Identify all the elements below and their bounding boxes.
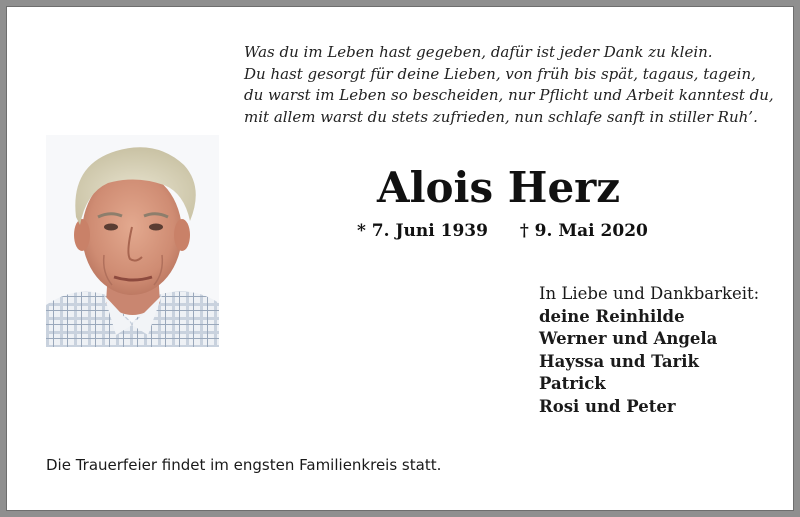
life-dates: [357, 219, 648, 243]
funeral-note: Die Trauerfeier findet im engsten Familienkreis statt.: [46, 456, 442, 474]
mourners-list: [539, 283, 759, 418]
death-date: † 9. Mai 2020: [519, 221, 648, 241]
mourner-name: Rosi und Peter: [539, 396, 676, 416]
mourner-name: deine Reinhilde: [539, 306, 685, 326]
obituary-card: [6, 6, 794, 511]
portrait-photo: [46, 135, 219, 347]
mourner-name: Patrick: [539, 374, 606, 393]
mourner-name: Werner und Angela: [539, 329, 718, 348]
mourner-name: Hayssa und Tarik: [539, 351, 699, 371]
deceased-name: Alois Herz: [377, 163, 621, 212]
memorial-poem: [244, 42, 784, 128]
poem-line: Was du im Leben hast gegeben, dafür ist jeder Dank zu klein.: [244, 43, 713, 61]
poem-line: Du hast gesorgt für deine Lieben, von früh bis spät, tagaus, tagein,: [244, 64, 756, 83]
mourners-intro: In Liebe und Dankbarkeit:: [539, 284, 760, 303]
poem-line: mit allem warst du stets zufrieden, nun schlafe sanft in stiller Ruh’.: [244, 107, 758, 126]
birth-date: * 7. Juni 1939: [357, 221, 488, 241]
poem-line: du warst im Leben so bescheiden, nur Pflicht und Arbeit kanntest du,: [244, 86, 774, 104]
